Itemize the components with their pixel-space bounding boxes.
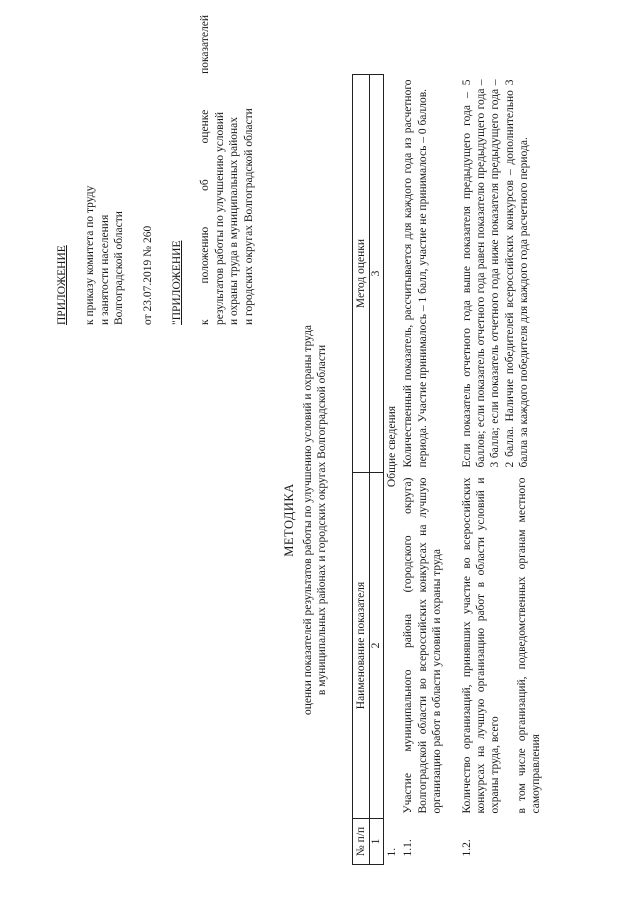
column-number: 2 [370,473,384,819]
regulation-appendix-line: результатов работы по улучшению условий [213,111,226,325]
indicator-name: Участие муниципального района (городского округа) Волгоградской области во всероссийских конкурсах на лучшую организацию работ в области условий и охраны труда [402,477,444,814]
section-row [384,75,401,865]
column-header: Метод оценки [353,75,370,473]
section-number: 1. [386,847,399,857]
table-row [400,75,445,865]
order-appendix-line: к приказу комитета по труду [84,185,97,325]
column-number: 1 [370,819,384,865]
document-subtitle: оценки показателей результатов работы по улучшению условий и охраны труда [301,324,314,716]
order-date-number: от 23.07.2019 № 260 [141,225,154,325]
regulation-appendix-line: и городских округах Волгоградской области [242,108,255,325]
column-header: № п/п [353,819,370,865]
indicator-name-note: в том числе организаций, подведомственных органам местного самоуправления [515,477,543,814]
row-number: 1.1. [402,839,415,857]
table-row [446,75,545,865]
row-number: 1.2. [460,839,473,857]
indicator-name-cell [446,473,545,819]
order-appendix-line: Волгоградской области [113,211,126,325]
regulation-appendix-title: "ПРИЛОЖЕНИЕ [171,240,183,325]
document-subtitle: в муниципальных районах и городских округах Волгоградской области [316,344,328,696]
evaluation-method: Количественный показатель, рассчитывается для каждого года из расчетного периода. Участие принималось – 1 балл, участие не принималось – 0 баллов. [402,79,429,468]
regulation-appendix-line: к положению об оценке показателей [199,15,212,325]
indicator-name: Количество организаций, принявших участие во всероссийских конкурсах на лучшую организацию работ в области условий и охраны труда, всего [460,477,502,814]
evaluation-method: Если показатель отчетного года выше показателя предыдущего года – 5 баллов; если показатель отчетного года равен показателю предыдущего года – 3 балла; если показатель отчетного года ниже показателя предыдущего года – 2 балла. Наличие победителей всероссийских конкурсов – дополнительно 3 балла за каждого победителя для каждого года расчетного периода. [460,79,531,468]
table-header-row [353,75,370,865]
column-header: Наименование показателя [353,473,370,819]
regulation-appendix-line: и охраны труда в муниципальных районах [228,116,241,325]
order-appendix-title: ПРИЛОЖЕНИЕ [56,245,68,325]
document-title-block [282,215,329,825]
column-number-row [370,75,384,865]
regulation-appendix-header [170,15,256,325]
column-number: 3 [370,75,384,473]
order-appendix-line: и занятости населения [98,214,111,325]
methodology-table [352,74,544,865]
section-title: Общие сведения [386,405,399,488]
document-title: МЕТОДИКА [282,483,296,557]
order-appendix-header [55,25,155,325]
